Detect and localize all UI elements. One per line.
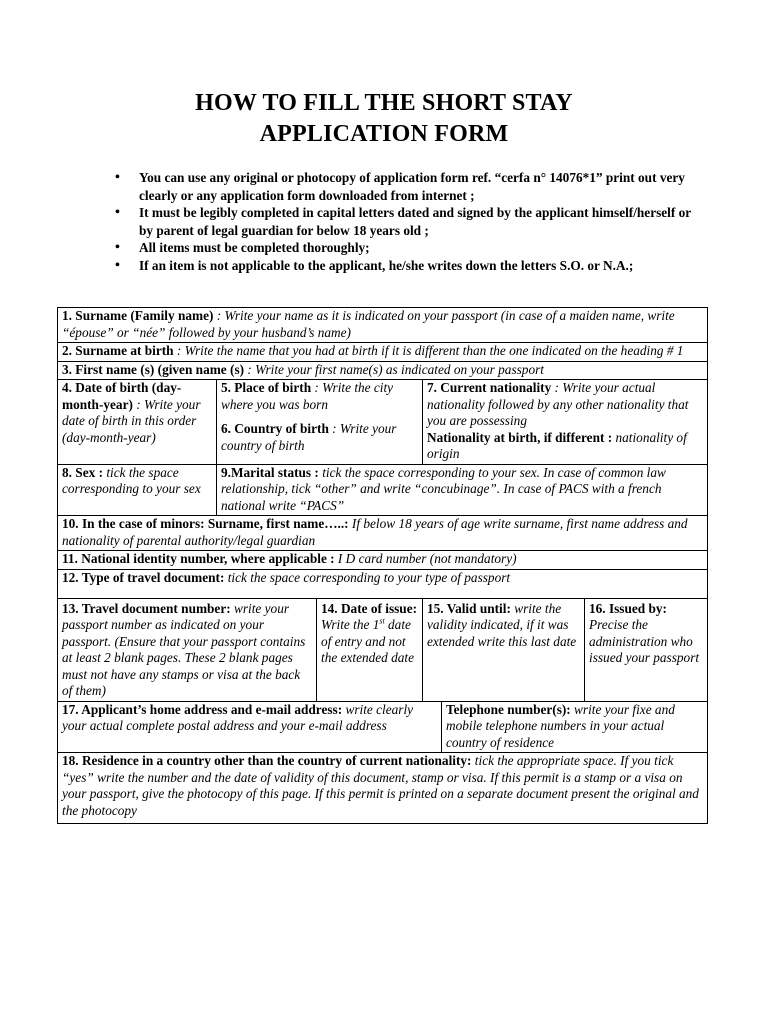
field-1-label: 1. Surname (Family name) — [62, 308, 214, 323]
field-18-cell — [58, 753, 708, 824]
field-4-cell — [58, 380, 217, 465]
field-15-instruction: write the validity indicated, if it was extended write this last date — [427, 600, 577, 649]
field-3-cell — [58, 361, 708, 380]
instruction-item: • All items must be completed thoroughly; — [112, 239, 702, 257]
field-4-label: 4. Date of birth (day-month-year) — [62, 380, 182, 412]
field-1-instruction: : Write your name as it is indicated on your passport (in case of a maiden name, write “épouse” or “née” followed by your husband’s name) — [62, 308, 675, 340]
form-row-13-16 — [58, 598, 708, 701]
field-14-label: 14. Date of issue: — [321, 600, 418, 616]
field-12-instruction: tick the space corresponding to your type of passport — [224, 569, 511, 585]
form-row-2 — [58, 343, 708, 362]
field-1-cell — [58, 308, 708, 343]
field-16-label: 16. Issued by: — [589, 600, 667, 616]
form-guide-table — [57, 307, 708, 824]
field-4-instruction: : Write your date of birth in this order (day-month-year) — [62, 396, 201, 445]
field-15-label: 15. Valid until: — [427, 600, 511, 616]
field-16-cell — [585, 598, 708, 701]
instructions-list — [112, 169, 702, 274]
field-14-cell — [317, 598, 423, 701]
field-6-instruction: : Write your country of birth — [221, 421, 397, 453]
field-9-instruction: tick the space corresponding to your sex. In case of common law relationship, tick “other” and write “concubinage”. In case of PACS with a french national write “PACS” — [221, 464, 666, 513]
title-line-2: APPLICATION FORM — [259, 121, 509, 147]
form-row-1 — [58, 308, 708, 343]
field-14-superscript: st — [379, 616, 385, 626]
field-13-cell — [58, 598, 317, 701]
field-17b-label: Telephone number(s): — [446, 701, 571, 717]
field-17b-instruction: write your fixe and mobile telephone numbers in your actual country of residence — [446, 701, 675, 750]
form-row-4-7 — [58, 380, 708, 465]
field-7-label: 7. Current nationality — [427, 380, 552, 395]
field-14-instruction-a: Write the 1 — [321, 617, 380, 632]
form-row-18 — [58, 753, 708, 824]
field-18-instruction: tick the appropriate space. If you tick “yes” write the number and the date of validity of this document, stamp or visa. If this permit is a stamp or a visa on your passport, give the photocopy of this page. If this permit is printed on a separate document present the original and the photocopy — [62, 753, 699, 818]
field-3-instruction: : Write your first name(s) as indicated on your passport — [244, 361, 544, 377]
field-18-label: 18. Residence in a country other than the country of current nationality: — [62, 753, 472, 768]
form-row-3 — [58, 361, 708, 380]
instruction-item: • If an item is not applicable to the applicant, he/she writes down the letters S.O. or N.A.; — [112, 257, 702, 275]
field-8-instruction: tick the space corresponding to your sex — [62, 464, 201, 496]
field-17-cell — [58, 701, 442, 753]
field-6-label: 6. Country of birth — [221, 421, 329, 436]
field-17b-cell — [442, 701, 708, 753]
field-5-instruction: : Write the city where you was born — [221, 380, 394, 412]
form-row-11 — [58, 551, 708, 570]
field-10-cell — [58, 516, 708, 551]
field-15-cell — [423, 598, 585, 701]
field-11-instruction: I D card number (not mandatory) — [334, 551, 517, 566]
page-title — [0, 88, 768, 150]
instruction-item: • You can use any original or photocopy of application form ref. “cerfa n° 14076*1” print out very clearly or any application form downloaded from internet ; — [112, 169, 702, 204]
field-8-label: 8. Sex : — [62, 464, 103, 480]
form-row-8-9 — [58, 464, 708, 516]
field-7-cell — [423, 380, 708, 465]
field-17-label: 17. Applicant’s home address and e-mail address: — [62, 701, 343, 717]
field-11-label: 11. National identity number, where applicable : — [62, 551, 335, 566]
title-line-1: HOW TO FILL THE SHORT STAY — [195, 90, 573, 116]
field-3-label: 3. First name (s) (given name (s) — [62, 361, 245, 377]
form-row-17 — [58, 701, 708, 753]
field-5-label: 5. Place of birth — [221, 380, 312, 395]
field-7b-label: Nationality at birth, if different : — [427, 429, 613, 445]
field-5-6-cell — [217, 380, 423, 465]
instruction-item: • It must be legibly completed in capital letters dated and signed by the applicant himself/herself or by parent of legal guardian for below 18 years old ; — [112, 204, 702, 239]
field-2-instruction: : Write the name that you had at birth if it is different than the one indicated on the heading # 1 — [173, 343, 684, 358]
field-13-instruction: write your passport number as indicated on your passport. (Ensure that your passport contains at least 2 blank pages. These 2 blank pages must not have any stamps or visa at the back of them) — [62, 600, 306, 698]
field-7b-instruction: nationality of origin — [427, 429, 687, 461]
field-12-label: 12. Type of travel document: — [62, 569, 225, 585]
field-9-label: 9.Marital status : — [221, 464, 319, 480]
form-row-12 — [58, 569, 708, 598]
field-14-instruction-b: date of entry and not the extended date — [321, 617, 415, 665]
field-10-instruction: If below 18 years of age write surname, first name address and nationality of parental authority/legal guardian — [62, 516, 688, 548]
form-row-10 — [58, 516, 708, 551]
field-10-label: 10. In the case of minors: Surname, first name…..: — [62, 516, 349, 531]
field-17-instruction: write clearly your actual complete postal address and your e-mail address — [62, 701, 414, 733]
field-13-label: 13. Travel document number: — [62, 600, 231, 616]
field-16-instruction: Precise the administration who issued your passport — [589, 617, 700, 665]
field-12-cell — [58, 569, 708, 598]
field-7-instruction: : Write your actual nationality followed by any other nationality that you are possessing — [427, 380, 689, 428]
field-9-cell — [217, 464, 708, 516]
field-11-cell — [58, 551, 708, 570]
field-2-cell — [58, 343, 708, 362]
field-8-cell — [58, 464, 217, 516]
field-2-label: 2. Surname at birth — [62, 343, 174, 358]
